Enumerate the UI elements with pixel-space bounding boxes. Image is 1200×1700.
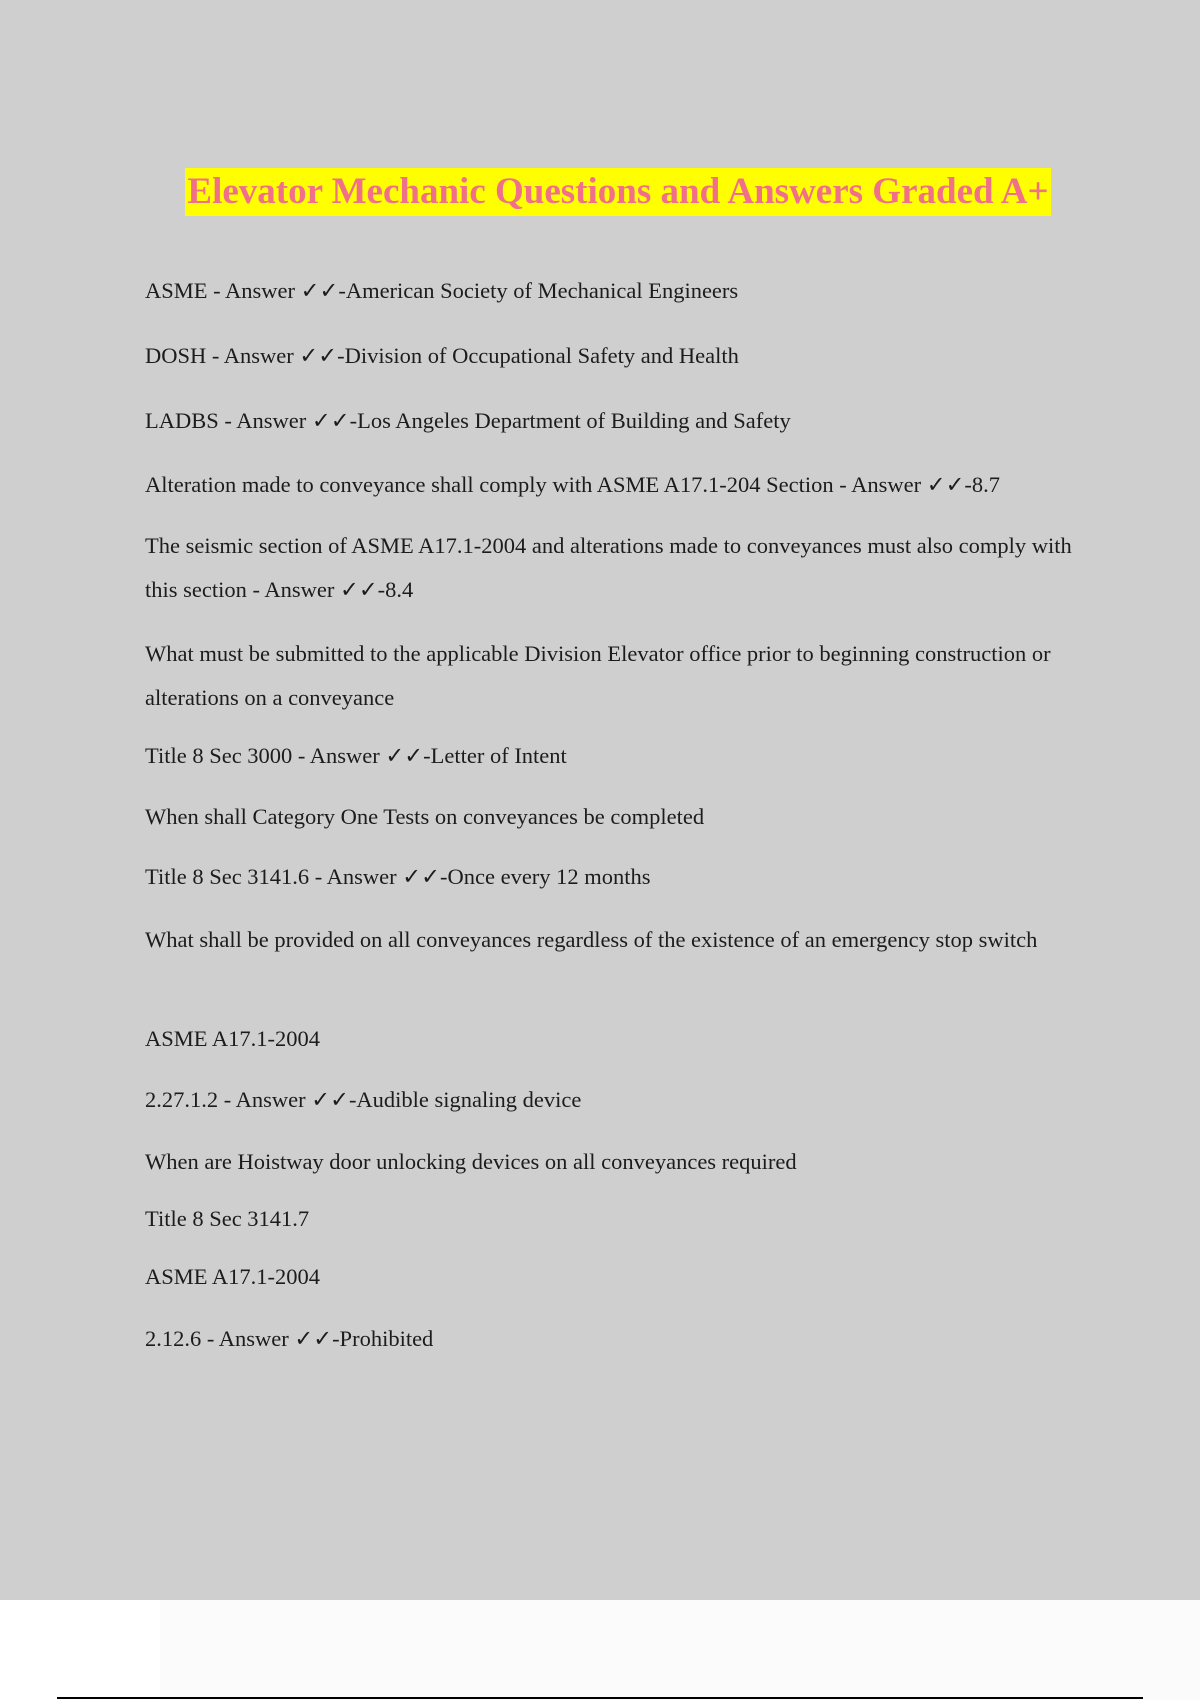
qa-line-ladbs: LADBS - Answer ✓✓-Los Angeles Department of Building and Safety — [145, 408, 791, 433]
qa-line-emergency-stop-question: What shall be provided on all conveyances regardless of the existence of an emergency stop switch — [145, 927, 1038, 952]
qa-line-prohibited-answer: 2.12.6 - Answer ✓✓-Prohibited — [145, 1326, 434, 1351]
qa-line-audible-signal-answer: 2.27.1.2 - Answer ✓✓-Audible signaling device — [145, 1087, 582, 1112]
qa-line-title8-3141-7: Title 8 Sec 3141.7 — [145, 1206, 310, 1231]
document-title: Elevator Mechanic Questions and Answers Graded A+ — [185, 168, 1050, 216]
footer-panel — [160, 1600, 1200, 1700]
qa-line-letter-of-intent: Title 8 Sec 3000 - Answer ✓✓-Letter of Intent — [145, 743, 567, 768]
qa-line-asme: ASME - Answer ✓✓-American Society of Mechanical Engineers — [145, 278, 739, 303]
qa-line-hoistway-question: When are Hoistway door unlocking devices on all conveyances required — [145, 1149, 797, 1174]
qa-line-category-one-answer: Title 8 Sec 3141.6 - Answer ✓✓-Once every 12 months — [145, 864, 651, 889]
qa-line-category-one-question: When shall Category One Tests on conveyances be completed — [145, 804, 705, 829]
qa-line-dosh: DOSH - Answer ✓✓-Division of Occupational Safety and Health — [145, 343, 739, 368]
qa-line-seismic: The seismic section of ASME A17.1-2004 and alterations made to conveyances must also comply with this section - Answer ✓✓-8.4 — [145, 533, 1072, 602]
qa-line-alteration: Alteration made to conveyance shall comply with ASME A17.1-204 Section - Answer ✓✓-8.7 — [145, 472, 1001, 497]
footer-divider — [57, 1697, 1143, 1699]
title-wrapper — [0, 168, 1200, 216]
qa-line-asme-standard-2: ASME A17.1-2004 — [145, 1264, 321, 1289]
page-footer-area — [0, 1600, 1200, 1700]
qa-line-submission-question: What must be submitted to the applicable Division Elevator office prior to beginning construction or alterations on a conveyance — [145, 641, 1051, 710]
qa-line-asme-standard-1: ASME A17.1-2004 — [145, 1026, 321, 1051]
